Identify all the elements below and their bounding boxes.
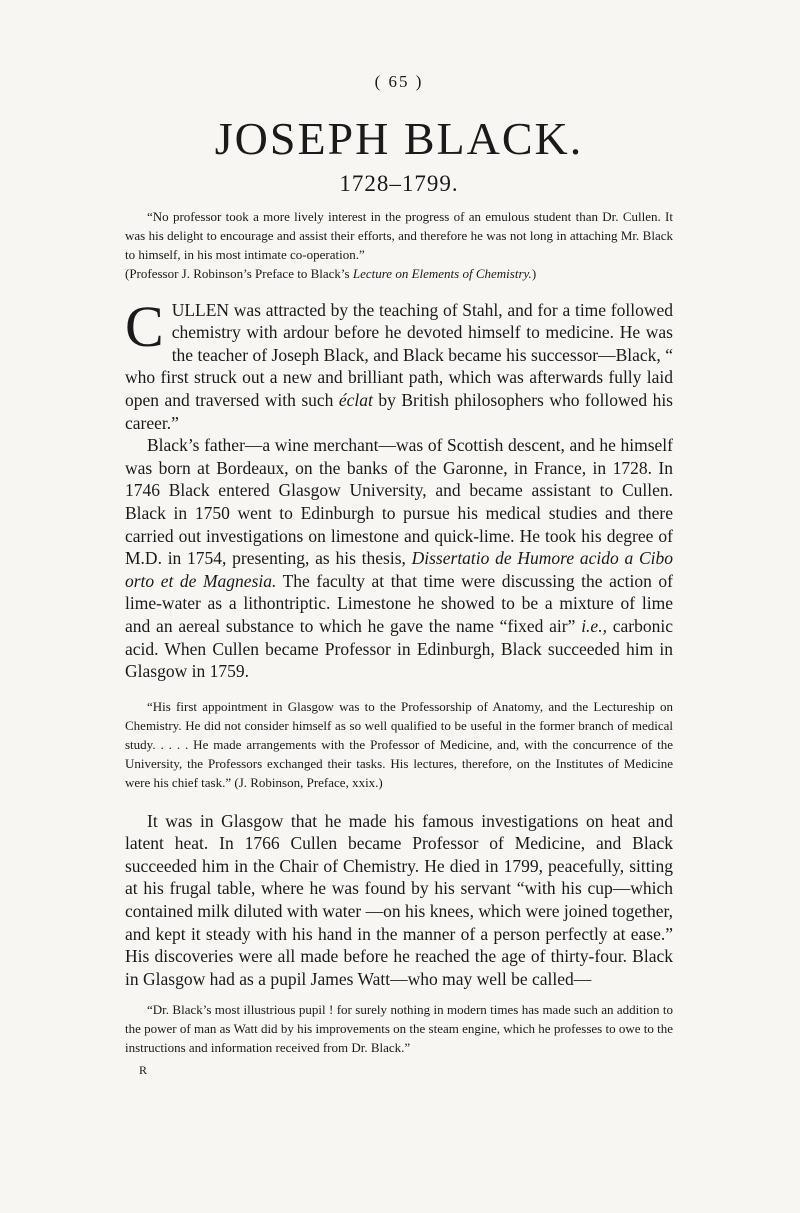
page-number: ( 65 ) [374, 72, 424, 91]
paragraph-latent-heat: It was in Glasgow that he made his famous investigations on heat and latent heat. In 1766 Cullen became Professor of Medicine, and Black succeeded him in the Chair of Chemistry. He died in 1799, peacefully, sitting at his frugal table, where he was found by his servant “with his cup—which contained milk diluted with water —on his knees, which were joined together, and kept it steady with his hand in the manner of a person perfectly at ease.” His discoveries were all made before he reached the age of thirty-four. Black in Glasgow had as a pupil James Watt—who may well be called— [125, 810, 673, 989]
life-dates: 1728–1799. [339, 170, 459, 196]
epigraph [125, 207, 673, 283]
paragraph-cullen: CULLEN was attracted by the teaching of Stahl, and for a time followed chemistry with ardour before he devoted himself to medicine. He was the teacher of Joseph Black, and Black became his successor—Black, “ who first struck out a new and brilliant path, which was afterwards fully laid open and traversed with such éclat by British philosophers who followed his career.” [125, 293, 673, 433]
quote-glasgow-appointment [125, 697, 673, 792]
quote-text: “Dr. Black’s most illustrious pupil ! for surely nothing in modern times has made such an addition to the power of man as Watt did by his improvements on the steam engine, which he professes to owe to the instructions and information received from Dr. Black.” [125, 1002, 673, 1056]
quote-watt [125, 1000, 673, 1057]
signature-mark: R [139, 1063, 149, 1078]
epigraph-source: (Professor J. Robinson’s Preface to Black’s Lecture on Elements of Chemistry.) [125, 265, 537, 281]
thesis-title: Dissertatio de Humore acido a Cibo orto et de Magnesia. [125, 548, 673, 591]
epigraph-quote: “No professor took a more lively interest in the progress of an emulous student than Dr. Cullen. It was his delight to encourage and assist their efforts, and therefore he was not long in attaching Mr. Black to himself, in his most intimate co-operation.” [125, 208, 673, 262]
document-page [125, 72, 673, 1078]
paragraph-biography: Black’s father—a wine merchant—was of Scottish descent, and he himself was born at Bordeaux, on the banks of the Garonne, in France, in 1728. In 1746 Black entered Glasgow University, and became assistant to Cullen. Black in 1750 went to Edinburgh to pursue his medical studies and there carried out investigations on limestone and quick-lime. He took his degree of M.D. in 1754, presenting, as his thesis, Dissertatio de Humore acido a Cibo orto et de Magnesia. The faculty at that time were discussing the action of lime-water as a lithontriptic. Limestone he showed to be a mixture of lime and an aereal substance to which he gave the name “fixed air” i.e., carbonic acid. When Cullen became Professor in Edinburgh, Black succeeded him in Glasgow in 1759. [125, 435, 673, 682]
page-title: JOSEPH BLACK. [214, 113, 584, 164]
epigraph-source-title: Lecture on Elements of Chemistry. [352, 265, 532, 281]
quote-text: “His first appointment in Glasgow was to the Professorship of Anatomy, and the Lectureship on Chemistry. He did not consider himself as so well qualified to be useful in the former branch of medical study. . . . . He made arrangements with the Professor of Medicine, and, with the concurrence of the University, the Professors exchanged their tasks. His lectures, therefore, on the Institutes of Medicine were his chief task.” (J. Robinson, Preface, xxix.) [125, 698, 673, 790]
epigraph-text [125, 207, 673, 283]
drop-cap: C [125, 293, 164, 359]
